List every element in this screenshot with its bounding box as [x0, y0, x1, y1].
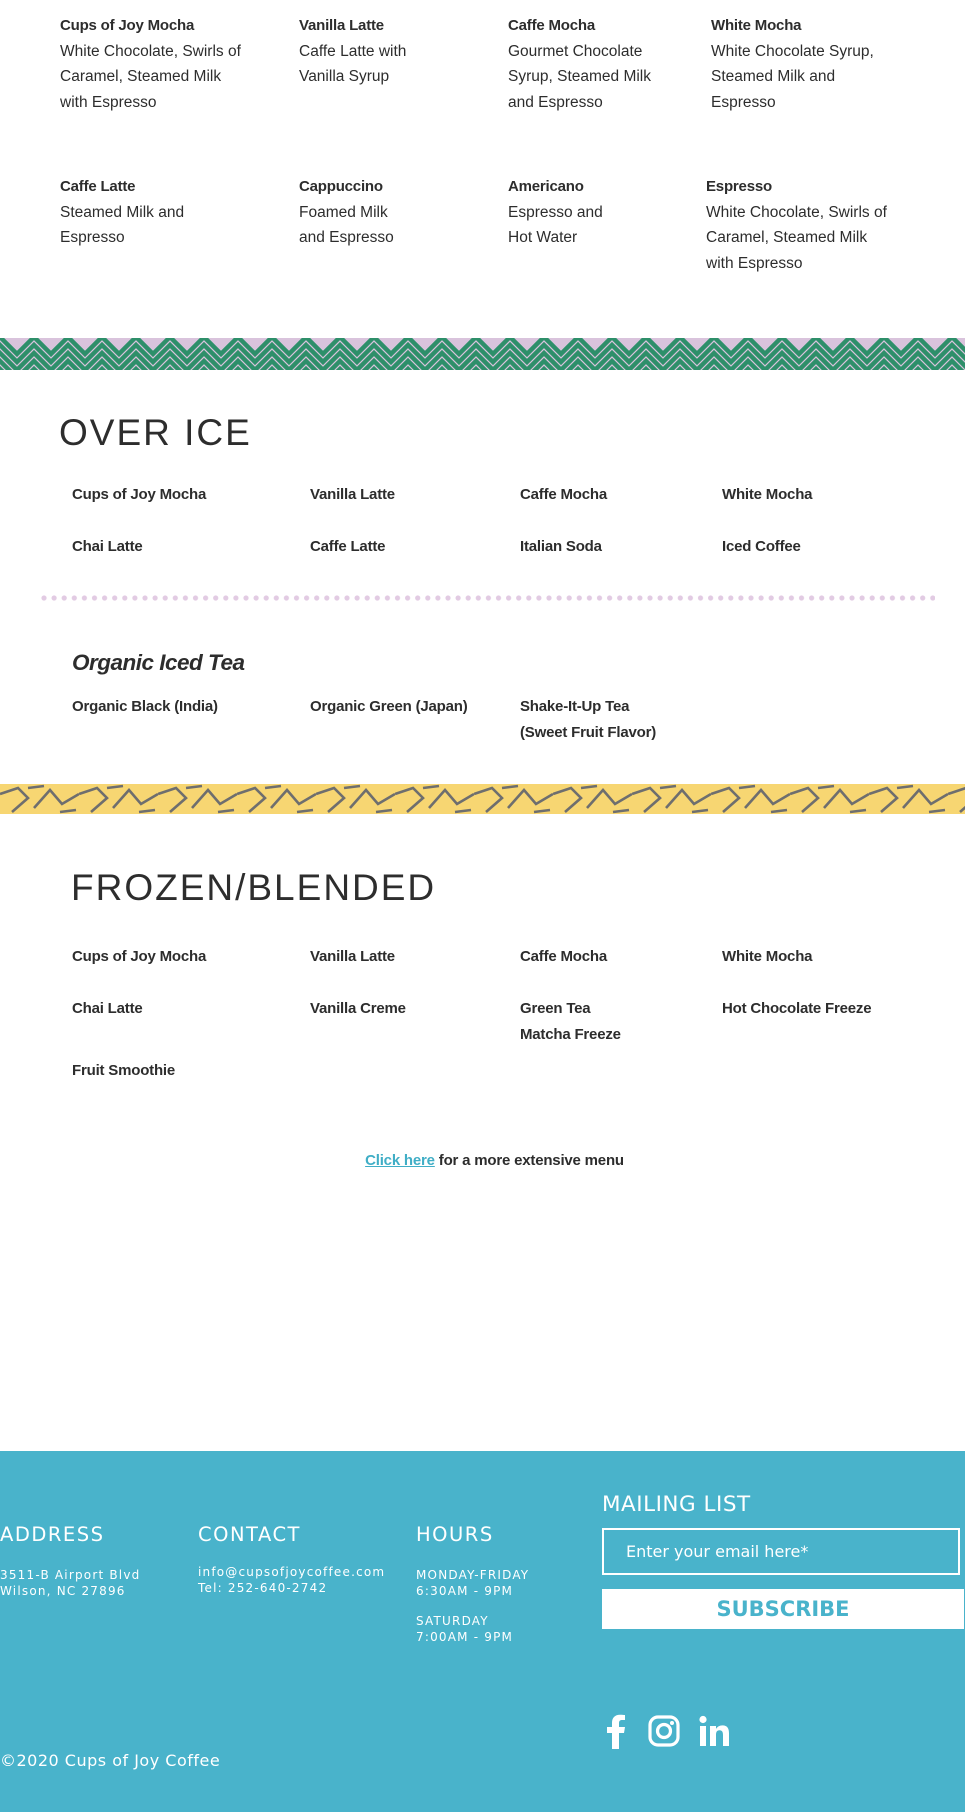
menu-item	[60, 13, 270, 115]
menu-item-name: Caffe Latte	[60, 178, 136, 195]
menu-item-name: Americano	[508, 178, 584, 195]
menu-item	[60, 174, 240, 251]
more-menu-link[interactable]: Click here	[365, 1152, 435, 1169]
organic-tea-item-line: (Sweet Fruit Flavor)	[520, 724, 657, 741]
menu-item-desc	[299, 200, 479, 251]
contact-email-link[interactable]: info@cupsofjoycoffee.com	[198, 1565, 386, 1579]
menu-item-desc	[711, 39, 921, 116]
desc-line: Vanilla Syrup	[299, 68, 390, 85]
menu-item	[508, 174, 688, 251]
menu-item-desc	[508, 200, 688, 251]
hours-line: 6:30AM - 9PM	[416, 1584, 514, 1598]
menu-item-desc	[706, 200, 921, 277]
organic-tea-item	[520, 694, 656, 746]
desc-line: White Chocolate Syrup,	[711, 42, 874, 60]
hours-line: 7:00AM - 9PM	[416, 1630, 514, 1644]
menu-item-desc	[299, 39, 479, 90]
frozen-item-line: Matcha Freeze	[520, 1026, 621, 1043]
menu-item-name: Cups of Joy Mocha	[60, 17, 195, 34]
menu-item	[706, 174, 921, 276]
menu-item-desc	[60, 200, 240, 251]
contact-title: CONTACT	[198, 1523, 301, 1546]
over-ice-item: Chai Latte	[72, 538, 143, 555]
mailing-list-title: MAILING LIST	[602, 1492, 751, 1517]
over-ice-item: Iced Coffee	[722, 538, 801, 555]
desc-line: Steamed Milk and	[711, 68, 836, 85]
desc-line: Hot Water	[508, 229, 578, 246]
over-ice-item: Italian Soda	[520, 538, 602, 555]
yellow-pattern-divider	[0, 784, 965, 814]
frozen-item: Vanilla Creme	[310, 1000, 406, 1017]
menu-item	[711, 13, 921, 115]
address-line: 3511-B Airport Blvd	[0, 1568, 141, 1582]
over-ice-item: White Mocha	[722, 486, 813, 503]
frozen-item-line: Green Tea	[520, 1000, 591, 1017]
frozen-item: White Mocha	[722, 948, 813, 965]
instagram-icon[interactable]	[648, 1713, 680, 1749]
menu-item-desc	[508, 39, 698, 116]
email-field-box	[602, 1528, 960, 1575]
hours-line: MONDAY-FRIDAY	[416, 1568, 530, 1582]
desc-line: Steamed Milk and	[60, 203, 185, 221]
over-ice-title: OVER ICE	[59, 412, 252, 453]
green-pattern-divider	[0, 338, 965, 370]
dotted-divider	[40, 593, 935, 603]
over-ice-item: Caffe Mocha	[520, 486, 607, 503]
desc-line: Espresso	[711, 93, 776, 111]
contact-phone: Tel: 252-640-2742	[198, 1581, 328, 1595]
desc-line: Caramel, Steamed Milk	[60, 68, 222, 85]
organic-tea-title: Organic Iced Tea	[72, 650, 245, 675]
address-title: ADDRESS	[0, 1523, 105, 1546]
hours-line: SATURDAY	[416, 1614, 489, 1628]
address-line: Wilson, NC 27896	[0, 1584, 126, 1598]
desc-line: and Espresso	[299, 229, 394, 246]
menu-item-desc	[60, 39, 270, 116]
frozen-item	[520, 996, 621, 1048]
over-ice-item: Cups of Joy Mocha	[72, 486, 207, 503]
menu-item-name: Caffe Mocha	[508, 17, 595, 34]
frozen-title: FROZEN/BLENDED	[71, 867, 437, 908]
facebook-icon[interactable]	[600, 1713, 632, 1749]
desc-line: White Chocolate, Swirls of	[706, 203, 887, 221]
copyright: ©2020 Cups of Joy Coffee	[0, 1751, 221, 1770]
more-menu-line	[0, 1152, 965, 1169]
more-menu-text: for a more extensive menu	[434, 1152, 624, 1169]
menu-item-name: Espresso	[706, 178, 772, 195]
footer	[0, 1451, 965, 1812]
frozen-item: Hot Chocolate Freeze	[722, 1000, 872, 1017]
desc-line: Espresso	[60, 229, 125, 246]
desc-line: Caffe Latte with	[299, 42, 407, 60]
desc-line: with Espresso	[706, 254, 803, 272]
subscribe-button[interactable]: SUBSCRIBE	[602, 1589, 964, 1629]
menu-item-name: Cappuccino	[299, 178, 383, 195]
frozen-item: Cups of Joy Mocha	[72, 948, 207, 965]
frozen-item: Fruit Smoothie	[72, 1062, 176, 1079]
desc-line: Espresso and	[508, 203, 603, 221]
organic-tea-item: Organic Green (Japan)	[310, 698, 468, 715]
menu-item-name: White Mocha	[711, 17, 802, 34]
desc-line: Syrup, Steamed Milk	[508, 68, 651, 85]
over-ice-item: Caffe Latte	[310, 538, 386, 555]
email-field[interactable]	[604, 1530, 958, 1573]
frozen-item: Caffe Mocha	[520, 948, 607, 965]
desc-line: and Espresso	[508, 93, 603, 111]
organic-tea-item-line: Shake-It-Up Tea	[520, 698, 630, 715]
desc-line: Foamed Milk	[299, 203, 388, 221]
frozen-item: Vanilla Latte	[310, 948, 395, 965]
desc-line: Gourmet Chocolate	[508, 42, 643, 60]
desc-line: with Espresso	[60, 93, 157, 111]
menu-item	[299, 13, 479, 90]
linkedin-icon[interactable]	[698, 1713, 730, 1749]
desc-line: Caramel, Steamed Milk	[706, 229, 868, 246]
over-ice-item: Vanilla Latte	[310, 486, 395, 503]
organic-tea-item: Organic Black (India)	[72, 698, 218, 715]
desc-line: White Chocolate, Swirls of	[60, 42, 241, 60]
menu-item	[508, 13, 698, 115]
frozen-item: Chai Latte	[72, 1000, 143, 1017]
hours-title: HOURS	[416, 1523, 494, 1546]
menu-item	[299, 174, 479, 251]
menu-item-name: Vanilla Latte	[299, 17, 384, 34]
